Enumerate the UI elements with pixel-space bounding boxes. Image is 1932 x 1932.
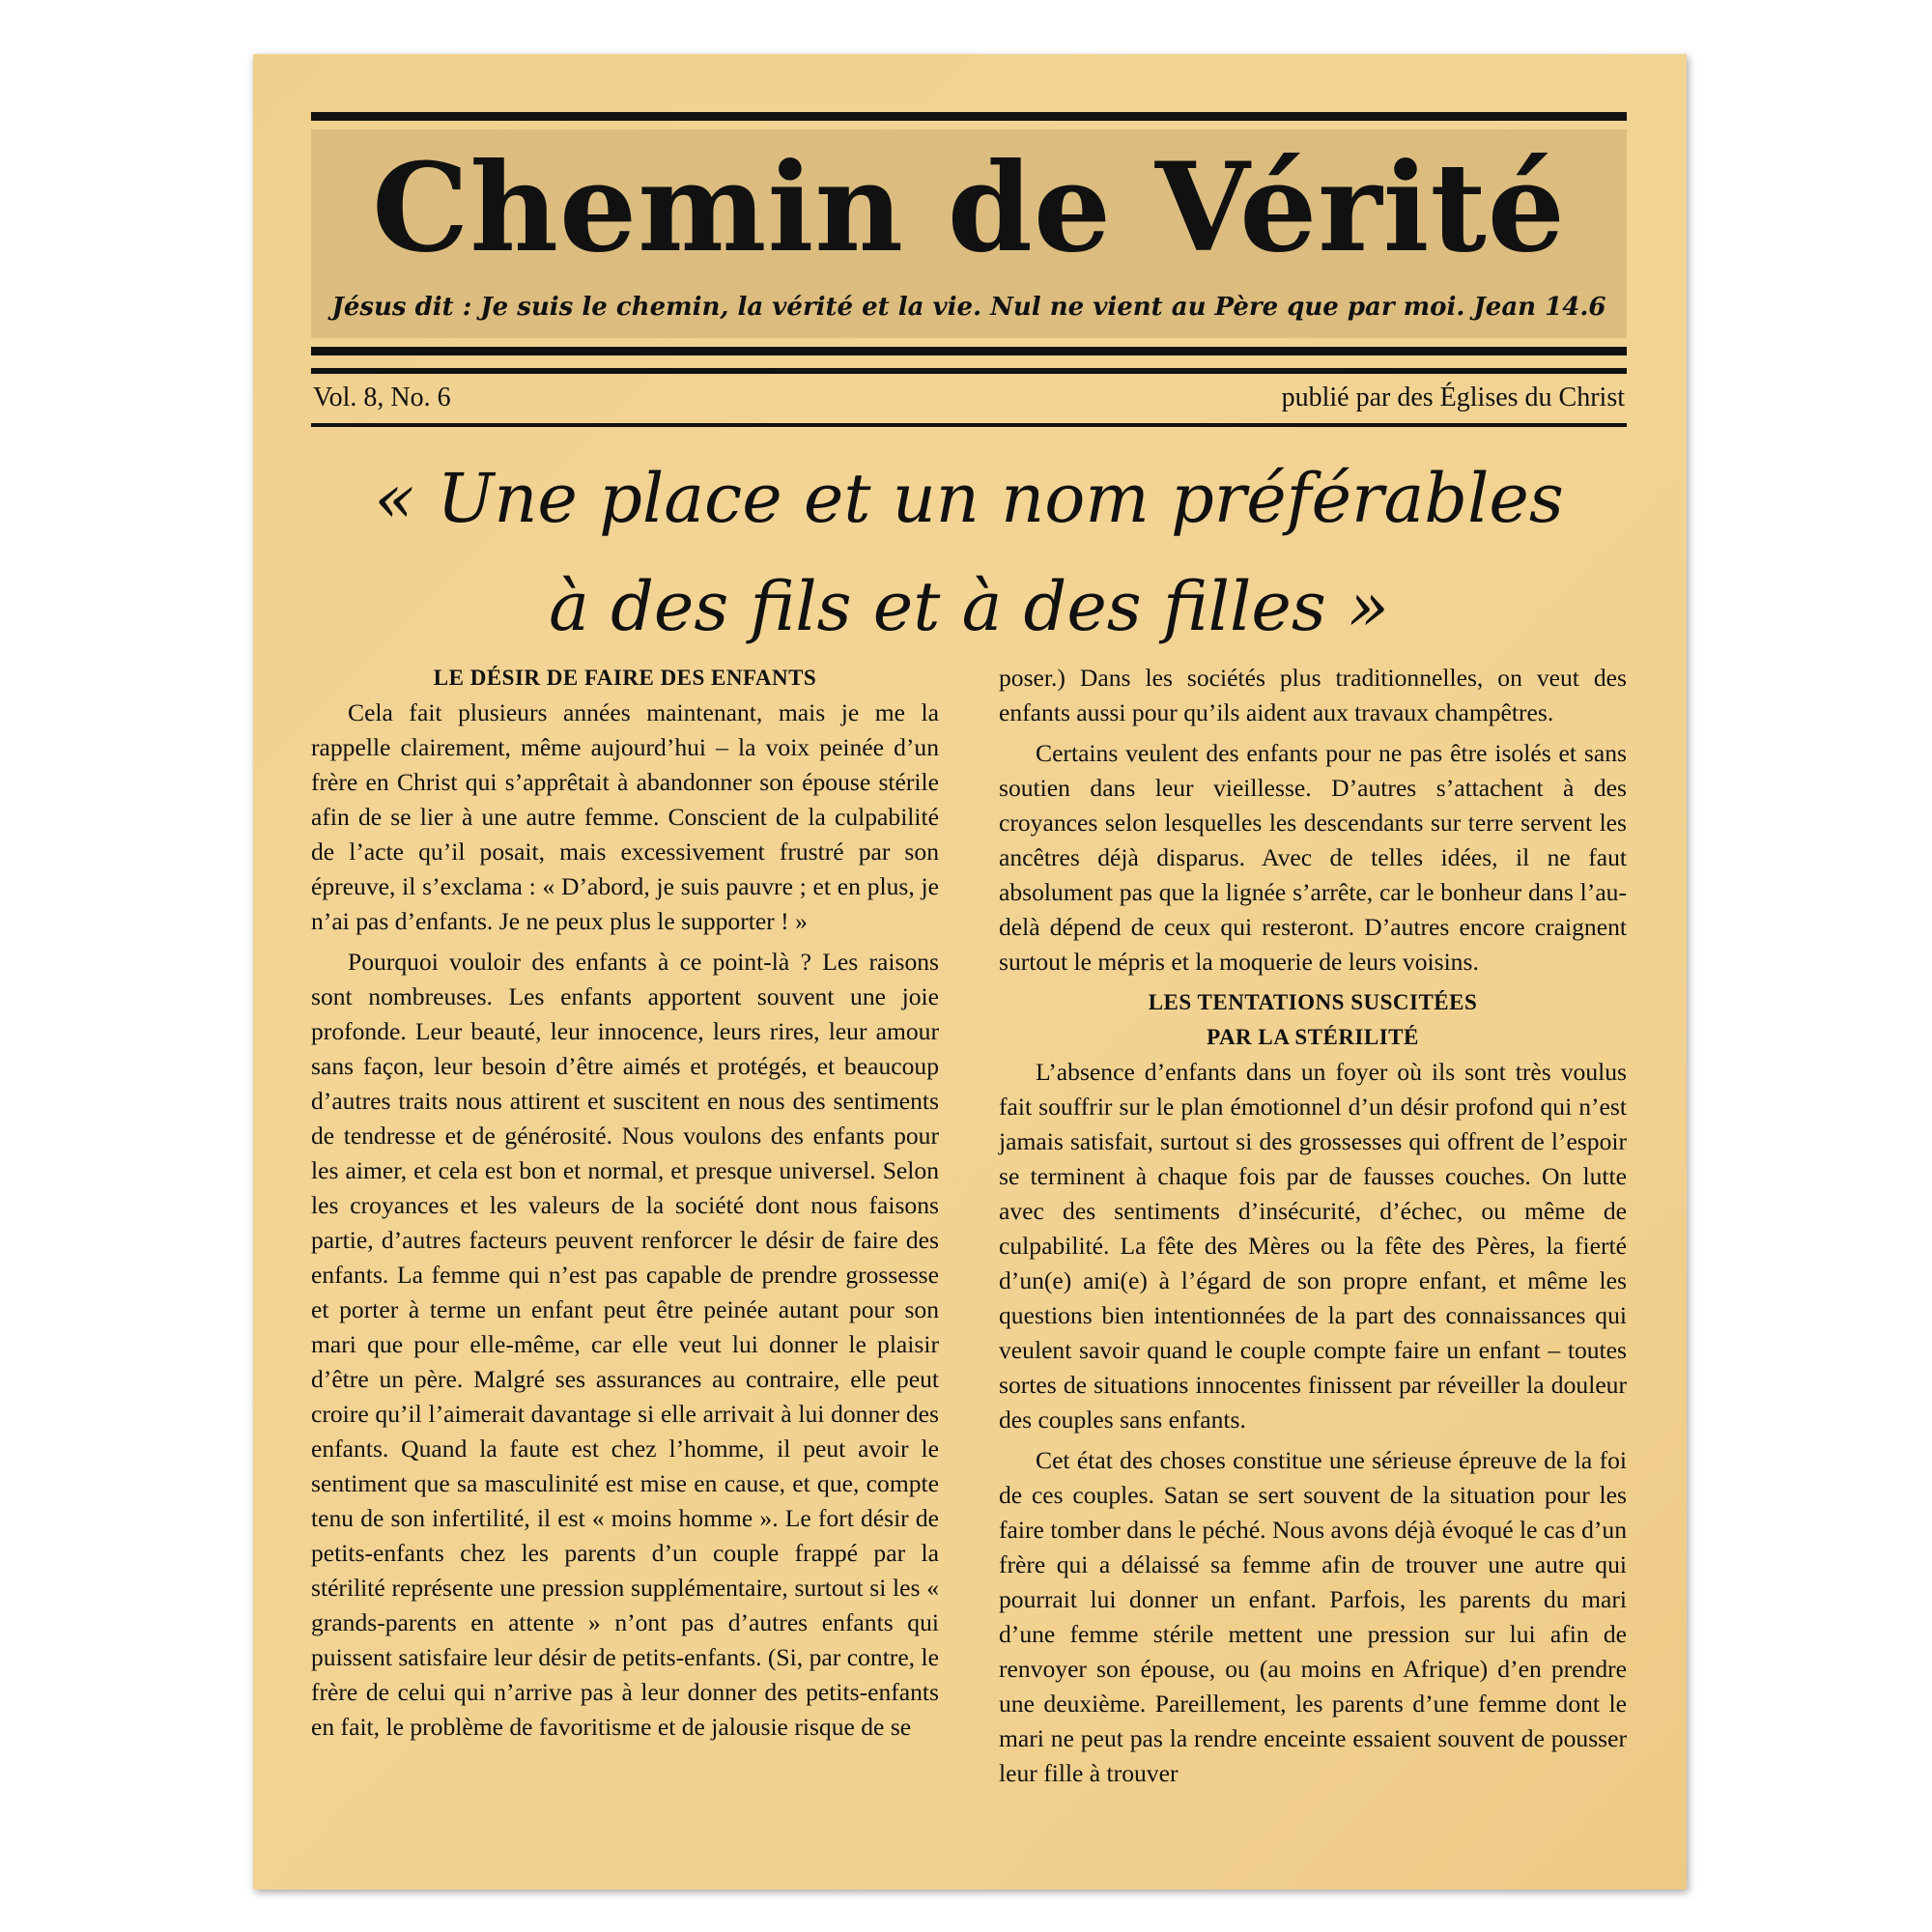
section-heading [999,985,1627,1055]
newsletter-page [253,54,1687,1889]
publisher-line: publié par des Églises du Christ [1281,383,1625,412]
article-column-right [999,661,1627,1797]
issue-bar [311,381,1627,415]
section-heading: LE DÉSIR DE FAIRE DES ENFANTS [433,666,817,690]
newsletter-title: Chemin de Vérité [372,136,1566,279]
masthead [311,112,1627,355]
paragraph: Cela fait plusieurs années maintenant, mais je me la rappelle clairement, même aujourd’hui – la voix peinée d’un frère en Christ qui s’apprêtait à abandonner son épouse stérile afin de se lier à une autre femme. Conscient de la culpabilité de l’acte qu’il posait, mais excessivement frustré par son épreuve, il s’exclama : « D’abord, je suis pauvre ; et en plus, je n’ai pas d’enfants. Je ne peux plus le supporter ! » [311,698,939,935]
paragraph: L’absence d’enfants dans un foyer où ils sont très voulus fait souffrir sur le plan émotionnel d’un désir profond qui n’est jamais satisfait, surtout si des grossesses qui offrent de l’espoir se terminent à chaque fois par de fausses couches. On lutte avec des sentiments d’insécurité, d’échec, ou même de culpabilité. La fête des Mères ou la fête des Pères, la fierté d’un(e) ami(e) à l’égard de son propre enfant, et même les questions bien intentionnées de la part des connaissances qui veulent savoir quand le couple compte faire un enfant – toutes sortes de situations innocentes finissent par réveiller la douleur des couples sans enfants. [999,1058,1627,1434]
section-heading-line-2: PAR LA STÉRILITÉ [1207,1025,1419,1049]
article-headline [311,444,1627,661]
headline-line-2: à des fils et à des filles » [549,567,1389,646]
article-column-left [311,661,939,1750]
paragraph: poser.) Dans les sociétés plus traditionnelles, on veut des enfants aussi pour qu’ils aident aux travaux champêtres. [999,664,1627,726]
masthead-motto: Jésus dit : Je suis le chemin, la vérité et la vie. Nul ne vient au Père que par moi. Jean 14.6 [331,293,1606,322]
paragraph: Pourquoi vouloir des enfants à ce point-là ? Les raisons sont nombreuses. Les enfants apportent souvent une joie profonde. Leur beauté, leur innocence, leurs rires, leur amour sans façon, leur besoin d’être aimés et protégés, et beaucoup d’autres traits nous attirent et suscitent en nous des sentiments de tendresse et de générosité. Nous voulons des enfants pour les aimer, et cela est bon et normal, et presque universel. Selon les croyances et les valeurs de la société dont nous faisons partie, d’autres facteurs peuvent renforcer le désir de faire des enfants. La femme qui n’est pas capable de prendre grossesse et porter à terme un enfant peut être peinée autant pour son mari que pour elle-même, car elle veut lui donner le plaisir d’être un père. Malgré ses assurances au contraire, elle peut croire qu’il l’aimerait davantage si elle arrivait à lui donner des enfants. Quand la faute est chez l’homme, il peut avoir le sentiment que sa masculinité est mise en cause, et que, compte tenu de son infertilité, il est « moins homme ». Le fort désir de petits-enfants chez les parents d’un couple frappé par la stérilité représente une pression supplémentaire, surtout si les « grands-parents en attente » n’ont pas d’autres enfants qui puissent satisfaire leur désir de petits-enfants. (Si, par contre, le frère de celui qui n’arrive pas à leur donner des petits-enfants en fait, le problème de favoritisme et de jalousie risque de se [311,948,939,1741]
section-heading-line-1: LES TENTATIONS SUSCITÉES [1148,990,1478,1014]
divider-rule [311,423,1627,427]
headline-line-1: « Une place et un nom préférables [374,459,1564,538]
divider-rule [311,368,1627,374]
issue-volume: Vol. 8, No. 6 [313,383,451,412]
paragraph: Cet état des choses constitue une sérieuse épreuve de la foi de ces couples. Satan se sert souvent de la situation pour les faire tomber dans le péché. Nous avons déjà évoqué le cas d’un frère qui a délaissé sa femme afin de trouver une autre qui pourrait lui donner un enfant. Parfois, les parents du mari d’une femme stérile mettent une pression sur lui afin de renvoyer son épouse, ou (au moins en Afrique) d’en prendre une deuxième. Pareillement, les parents d’une femme dont le mari ne peut pas la rendre enceinte essaient souvent de pousser leur fille à trouver [999,1446,1627,1787]
paragraph: Certains veulent des enfants pour ne pas être isolés et sans soutien dans leur vieillesse. D’autres s’attachent à des croyances selon lesquelles les descendants sur terre servent les ancêtres déjà disparus. Avec de telles idées, il ne faut absolument pas que la lignée s’arrête, car le bonheur dans l’au-delà dépend de ceux qui resteront. D’autres encore craignent surtout le mépris et la moquerie de leurs voisins. [999,739,1627,976]
